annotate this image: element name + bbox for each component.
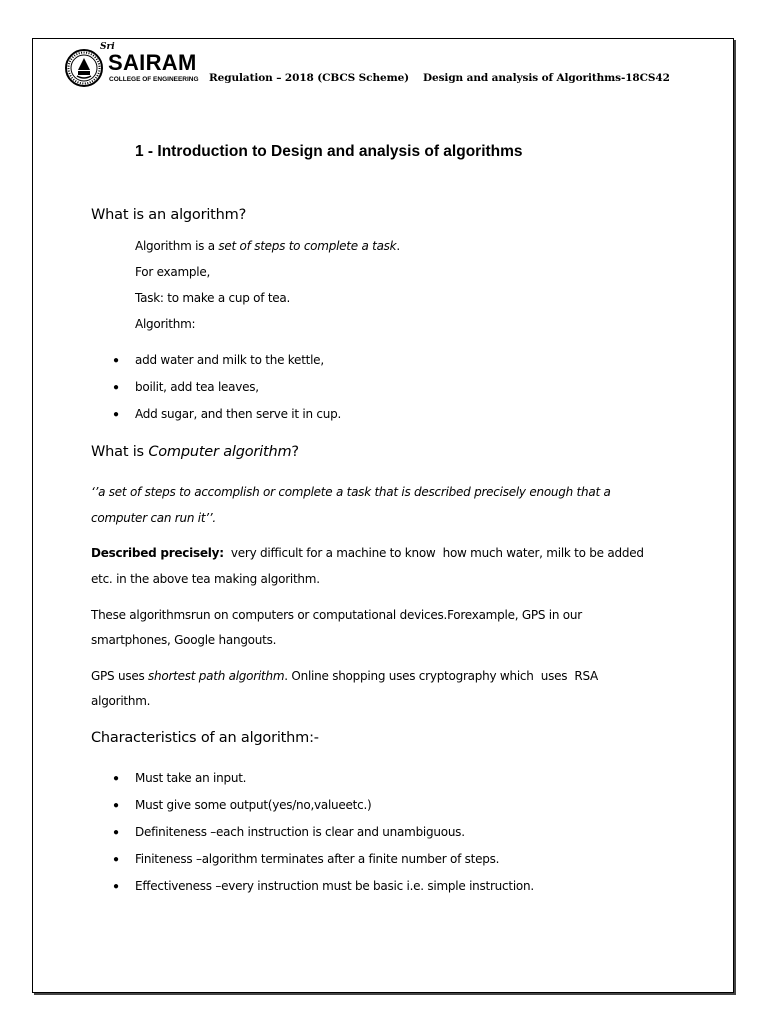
list-item: Must give some output(yes/no,valueetc.) — [135, 798, 372, 812]
quote-line-1 — [91, 485, 611, 499]
gps-suffix: . Online shopping uses cryptography which uses RSA — [284, 669, 598, 683]
described-text: very difficult for a machine to know how much water, milk to be added — [223, 546, 644, 560]
list-item: Effectiveness –every instruction must be basic i.e. simple instruction. — [135, 879, 534, 893]
described-bold: Described precisely: — [91, 546, 224, 560]
bullet-icon: ● — [113, 881, 120, 892]
definition-prefix: Algorithm is a — [135, 239, 219, 253]
list-item: Finiteness –algorithm terminates after a finite number of steps. — [135, 852, 500, 866]
bullet-icon: ● — [113, 800, 120, 811]
definition-suffix: . — [396, 239, 400, 253]
quote-text-2: computer can run it’’. — [91, 511, 216, 525]
section-heading-algorithm: What is an algorithm? — [91, 207, 247, 223]
logo-sri-text: Sri — [100, 42, 115, 52]
college-logo — [64, 42, 224, 96]
list-item: boilit, add tea leaves, — [135, 380, 259, 394]
section-heading-characteristics: Characteristics of an algorithm:- — [91, 730, 319, 746]
bullet-icon: ● — [113, 382, 120, 393]
bullet-icon: ● — [113, 773, 120, 784]
list-item: Definiteness –each instruction is clear and unambiguous. — [135, 825, 465, 839]
quote-text-1: ‘’a set of steps to accomplish or complete a task that is described precisely enough that a — [91, 485, 611, 499]
heading-suffix: ? — [291, 444, 299, 460]
page-header — [209, 72, 670, 84]
gps-prefix: GPS uses — [91, 669, 149, 683]
heading-italic: Computer algorithm — [148, 444, 292, 460]
list-item: add water and milk to the kettle, — [135, 353, 324, 367]
regulation-text: Regulation – 2018 (CBCS Scheme) — [209, 72, 410, 84]
gps-line-2: algorithm. — [91, 694, 151, 708]
gps-line-1 — [91, 669, 598, 683]
bullet-icon: ● — [113, 854, 120, 865]
described-line-2: etc. in the above tea making algorithm. — [91, 572, 320, 586]
section-heading-computer-algorithm — [91, 444, 299, 460]
bullet-icon: ● — [113, 409, 120, 420]
algorithm-definition — [135, 239, 400, 253]
bullet-icon: ● — [113, 355, 120, 366]
logo-subtitle-text: COLLEGE OF ENGINEERING — [109, 76, 199, 83]
algorithm-label: Algorithm: — [135, 317, 196, 331]
course-text: Design and analysis of Algorithms-18CS42 — [423, 72, 670, 84]
logo-name-text: SAIRAM — [108, 50, 197, 75]
page-title: 1 - Introduction to Design and analysis of algorithms — [135, 143, 523, 160]
list-item: Must take an input. — [135, 771, 247, 785]
described-line-1 — [91, 546, 644, 560]
definition-italic: set of steps to complete a task — [218, 239, 397, 253]
college-emblem-icon — [64, 48, 104, 88]
gps-italic: shortest path algorithm — [148, 669, 285, 683]
bullet-icon: ● — [113, 827, 120, 838]
these-line-1: These algorithmsrun on computers or computational devices.Forexample, GPS in our — [91, 608, 582, 622]
quote-line-2 — [91, 511, 216, 525]
list-item: Add sugar, and then serve it in cup. — [135, 407, 342, 421]
for-example-text: For example, — [135, 265, 211, 279]
these-line-2: smartphones, Google hangouts. — [91, 633, 277, 647]
task-text: Task: to make a cup of tea. — [135, 291, 291, 305]
heading-prefix: What is — [91, 444, 149, 460]
